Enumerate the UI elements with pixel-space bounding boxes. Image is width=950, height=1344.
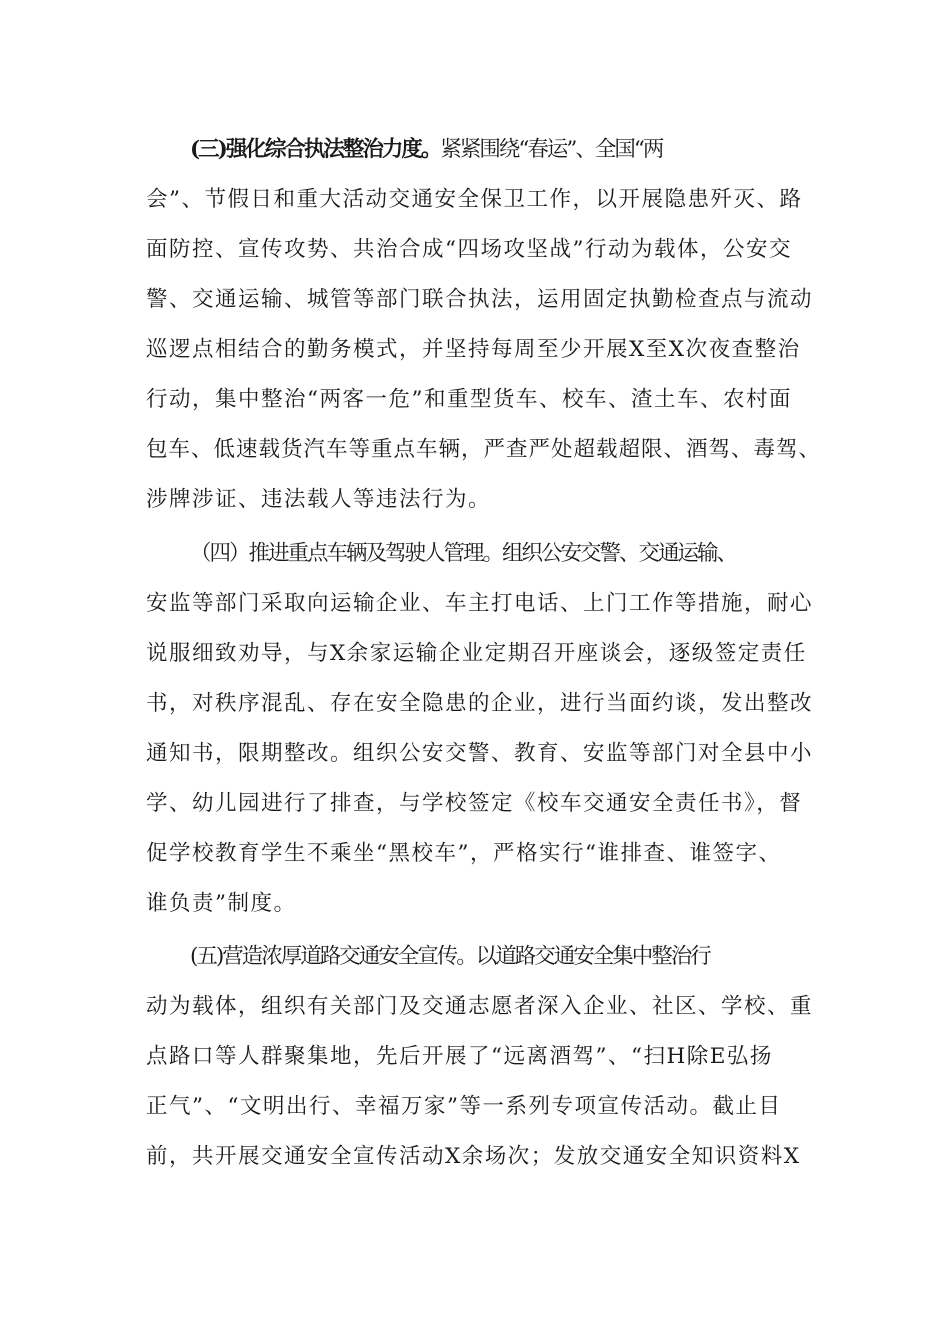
paragraph-line: 巡逻点相结合的勤务模式，并坚持每周至少开展X至X次夜查整治 bbox=[146, 337, 801, 362]
paragraph-line: 说服细致劝导，与X余家运输企业定期召开座谈会，逐级签定责任 bbox=[146, 641, 807, 666]
paragraph-line: 涉牌涉证、违法载人等违法行为。 bbox=[146, 487, 492, 512]
paragraph-line: 谁负责”制度。 bbox=[146, 891, 297, 916]
paragraph-line: 点路口等人群聚集地，先后开展了“远离酒驾”、“扫H除E弘扬 bbox=[146, 1044, 773, 1069]
paragraph-line: 行动，集中整治“两客一危”和重型货车、校车、渣土车、农村面 bbox=[146, 387, 792, 412]
paragraph-text: 紧紧围绕“春运”、全国“两 bbox=[440, 137, 663, 162]
section-heading: (三)强化综合执法整治力度。 bbox=[190, 137, 441, 162]
paragraph-line: 面防控、宣传攻势、共治合成“四场攻坚战”行动为载体，公安交 bbox=[146, 237, 792, 262]
paragraph-line: 包车、低速载货汽车等重点车辆，严查严处超载超限、酒驾、毒驾、 bbox=[146, 437, 822, 462]
paragraph-line: （四）推进重点车辆及驾驶人管理。组织公安交警、交通运输、 bbox=[190, 541, 737, 566]
paragraph-line: 正气”、“文明出行、幸福万家”等一系列专项宣传活动。截止目 bbox=[146, 1094, 782, 1119]
paragraph-line: 前，共开展交通安全宣传活动X余场次；发放交通安全知识资料X bbox=[146, 1144, 801, 1169]
paragraph-line bbox=[190, 132, 870, 168]
paragraph-line: 安监等部门采取向运输企业、车主打电话、上门工作等措施，耐心 bbox=[146, 591, 814, 616]
paragraph-line: 警、交通运输、城管等部门联合执法，运用固定执勤检查点与流动 bbox=[146, 287, 814, 312]
paragraph-line: 通知书，限期整改。组织公安交警、教育、安监等部门对全县中小 bbox=[146, 741, 814, 766]
paragraph-line: 会”、节假日和重大活动交通安全保卫工作，以开展隐患歼灭、路 bbox=[146, 187, 803, 212]
paragraph-line: (五)营造浓厚道路交通安全宣传。以道路交通安全集中整治行 bbox=[190, 944, 710, 969]
paragraph-line: 书，对秩序混乱、存在安全隐患的企业，进行当面约谈，发出整改 bbox=[146, 691, 814, 716]
paragraph-line: 促学校教育学生不乘坐“黑校车”，严格实行“谁排查、谁签字、 bbox=[146, 841, 782, 866]
paragraph-line: 动为载体，组织有关部门及交通志愿者深入企业、社区、学校、重 bbox=[146, 994, 814, 1019]
paragraph-line: 学、幼儿园进行了排查，与学校签定《校车交通安全责任书》，督 bbox=[146, 791, 803, 816]
